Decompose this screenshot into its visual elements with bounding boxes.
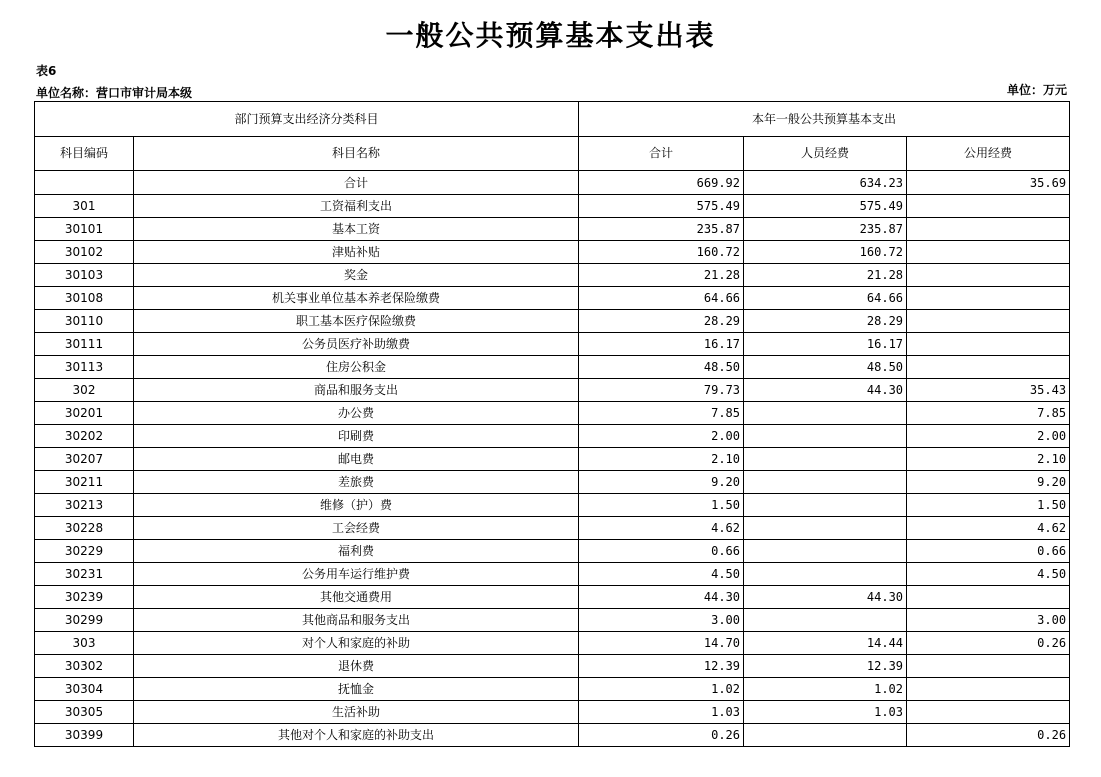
- cell-public: [907, 586, 1070, 609]
- cell-public: [907, 264, 1070, 287]
- cell-public: [907, 287, 1070, 310]
- cell-name: 生活补助: [134, 701, 579, 724]
- table-row: [35, 171, 1070, 195]
- cell-public: 35.43: [907, 379, 1070, 402]
- cell-name: 福利费: [134, 540, 579, 563]
- table-row: [35, 517, 1070, 540]
- cell-code: 30239: [35, 586, 134, 609]
- unit-name: 单位名称：营口市审计局本级: [36, 86, 193, 100]
- cell-name: 其他对个人和家庭的补助支出: [134, 724, 579, 747]
- cell-total: 2.00: [579, 425, 744, 448]
- cell-code: 30229: [35, 540, 134, 563]
- cell-personnel: 21.28: [744, 264, 907, 287]
- header-code: 科目编码: [35, 137, 134, 171]
- cell-total: 14.70: [579, 632, 744, 655]
- cell-name: 奖金: [134, 264, 579, 287]
- header-economic-classification: 部门预算支出经济分类科目: [35, 102, 579, 137]
- cell-code: 30399: [35, 724, 134, 747]
- cell-personnel: 235.87: [744, 218, 907, 241]
- cell-name: 其他商品和服务支出: [134, 609, 579, 632]
- cell-code: 30299: [35, 609, 134, 632]
- cell-code: 30304: [35, 678, 134, 701]
- cell-code: 30108: [35, 287, 134, 310]
- cell-personnel: [744, 425, 907, 448]
- cell-code: 30211: [35, 471, 134, 494]
- cell-total: 48.50: [579, 356, 744, 379]
- table-row: [35, 218, 1070, 241]
- cell-total: 79.73: [579, 379, 744, 402]
- table-row: [35, 655, 1070, 678]
- cell-public: [907, 310, 1070, 333]
- table-row: [35, 287, 1070, 310]
- table-row: [35, 310, 1070, 333]
- cell-total: 575.49: [579, 195, 744, 218]
- cell-total: 4.50: [579, 563, 744, 586]
- cell-public: 35.69: [907, 171, 1070, 195]
- cell-public: 4.62: [907, 517, 1070, 540]
- cell-code: 30201: [35, 402, 134, 425]
- cell-name: 抚恤金: [134, 678, 579, 701]
- cell-personnel: 48.50: [744, 356, 907, 379]
- cell-total: 12.39: [579, 655, 744, 678]
- cell-public: [907, 333, 1070, 356]
- cell-public: 2.00: [907, 425, 1070, 448]
- cell-total: 160.72: [579, 241, 744, 264]
- cell-name: 津贴补贴: [134, 241, 579, 264]
- cell-total: 64.66: [579, 287, 744, 310]
- cell-total: 21.28: [579, 264, 744, 287]
- cell-public: [907, 356, 1070, 379]
- cell-name: 职工基本医疗保险缴费: [134, 310, 579, 333]
- cell-name: 对个人和家庭的补助: [134, 632, 579, 655]
- table-row: [35, 632, 1070, 655]
- table-body: [35, 171, 1070, 747]
- expenditure-table: [34, 101, 1070, 747]
- cell-total: 235.87: [579, 218, 744, 241]
- cell-public: 0.26: [907, 632, 1070, 655]
- cell-public: 1.50: [907, 494, 1070, 517]
- cell-code: 301: [35, 195, 134, 218]
- cell-code: 30103: [35, 264, 134, 287]
- cell-code: 30231: [35, 563, 134, 586]
- cell-personnel: [744, 471, 907, 494]
- cell-code: 30302: [35, 655, 134, 678]
- cell-name: 差旅费: [134, 471, 579, 494]
- cell-personnel: 64.66: [744, 287, 907, 310]
- cell-total: 0.66: [579, 540, 744, 563]
- cell-public: 0.66: [907, 540, 1070, 563]
- cell-code: 30102: [35, 241, 134, 264]
- cell-name: 工会经费: [134, 517, 579, 540]
- cell-public: [907, 678, 1070, 701]
- cell-public: [907, 195, 1070, 218]
- cell-code: 30202: [35, 425, 134, 448]
- cell-code: 30113: [35, 356, 134, 379]
- table-row: [35, 609, 1070, 632]
- cell-name: 公务用车运行维护费: [134, 563, 579, 586]
- cell-code: 30111: [35, 333, 134, 356]
- cell-personnel: [744, 540, 907, 563]
- cell-name: 办公费: [134, 402, 579, 425]
- cell-personnel: 575.49: [744, 195, 907, 218]
- table-row: [35, 333, 1070, 356]
- cell-total: 9.20: [579, 471, 744, 494]
- cell-public: 0.26: [907, 724, 1070, 747]
- cell-name: 基本工资: [134, 218, 579, 241]
- cell-personnel: 28.29: [744, 310, 907, 333]
- table-row: [35, 402, 1070, 425]
- cell-public: 7.85: [907, 402, 1070, 425]
- cell-personnel: [744, 609, 907, 632]
- header-personnel: 人员经费: [744, 137, 907, 171]
- cell-code: 30110: [35, 310, 134, 333]
- table-row: [35, 540, 1070, 563]
- cell-code: [35, 171, 134, 195]
- cell-total: 669.92: [579, 171, 744, 195]
- cell-personnel: 14.44: [744, 632, 907, 655]
- cell-total: 1.50: [579, 494, 744, 517]
- cell-personnel: 634.23: [744, 171, 907, 195]
- table-row: [35, 448, 1070, 471]
- cell-code: 30213: [35, 494, 134, 517]
- cell-code: 30101: [35, 218, 134, 241]
- table-row: [35, 494, 1070, 517]
- cell-code: 303: [35, 632, 134, 655]
- cell-personnel: 44.30: [744, 586, 907, 609]
- cell-name: 合计: [134, 171, 579, 195]
- header-name: 科目名称: [134, 137, 579, 171]
- cell-personnel: [744, 563, 907, 586]
- table-row: [35, 195, 1070, 218]
- cell-personnel: 44.30: [744, 379, 907, 402]
- cell-name: 机关事业单位基本养老保险缴费: [134, 287, 579, 310]
- cell-total: 2.10: [579, 448, 744, 471]
- table-row: [35, 678, 1070, 701]
- cell-personnel: [744, 402, 907, 425]
- cell-total: 1.03: [579, 701, 744, 724]
- cell-public: [907, 218, 1070, 241]
- cell-public: 9.20: [907, 471, 1070, 494]
- cell-total: 7.85: [579, 402, 744, 425]
- cell-personnel: [744, 517, 907, 540]
- cell-personnel: 1.02: [744, 678, 907, 701]
- cell-name: 邮电费: [134, 448, 579, 471]
- cell-code: 302: [35, 379, 134, 402]
- table-row: [35, 379, 1070, 402]
- cell-name: 印刷费: [134, 425, 579, 448]
- cell-public: 3.00: [907, 609, 1070, 632]
- table-number: 表6: [36, 64, 57, 78]
- cell-name: 其他交通费用: [134, 586, 579, 609]
- cell-name: 工资福利支出: [134, 195, 579, 218]
- table-row: [35, 471, 1070, 494]
- cell-total: 3.00: [579, 609, 744, 632]
- table-row: [35, 241, 1070, 264]
- header-basic-expenditure: 本年一般公共预算基本支出: [579, 102, 1070, 137]
- cell-personnel: 12.39: [744, 655, 907, 678]
- cell-total: 16.17: [579, 333, 744, 356]
- cell-personnel: 160.72: [744, 241, 907, 264]
- header-total: 合计: [579, 137, 744, 171]
- cell-code: 30207: [35, 448, 134, 471]
- cell-public: [907, 655, 1070, 678]
- table-row: [35, 586, 1070, 609]
- cell-personnel: 1.03: [744, 701, 907, 724]
- table-row: [35, 264, 1070, 287]
- table-row: [35, 356, 1070, 379]
- table-row: [35, 563, 1070, 586]
- cell-name: 公务员医疗补助缴费: [134, 333, 579, 356]
- cell-code: 30228: [35, 517, 134, 540]
- cell-total: 1.02: [579, 678, 744, 701]
- page-title: 一般公共预算基本支出表: [385, 19, 716, 52]
- cell-name: 退休费: [134, 655, 579, 678]
- cell-personnel: [744, 494, 907, 517]
- cell-public: [907, 241, 1070, 264]
- cell-total: 44.30: [579, 586, 744, 609]
- cell-total: 0.26: [579, 724, 744, 747]
- cell-name: 维修（护）费: [134, 494, 579, 517]
- cell-total: 28.29: [579, 310, 744, 333]
- cell-code: 30305: [35, 701, 134, 724]
- cell-public: [907, 701, 1070, 724]
- table-row: [35, 724, 1070, 747]
- cell-name: 商品和服务支出: [134, 379, 579, 402]
- cell-public: 2.10: [907, 448, 1070, 471]
- cell-name: 住房公积金: [134, 356, 579, 379]
- cell-public: 4.50: [907, 563, 1070, 586]
- header-public: 公用经费: [907, 137, 1070, 171]
- table-row: [35, 425, 1070, 448]
- unit-label: 单位：万元: [1006, 83, 1067, 97]
- cell-personnel: 16.17: [744, 333, 907, 356]
- cell-personnel: [744, 448, 907, 471]
- cell-personnel: [744, 724, 907, 747]
- table-row: [35, 701, 1070, 724]
- cell-total: 4.62: [579, 517, 744, 540]
